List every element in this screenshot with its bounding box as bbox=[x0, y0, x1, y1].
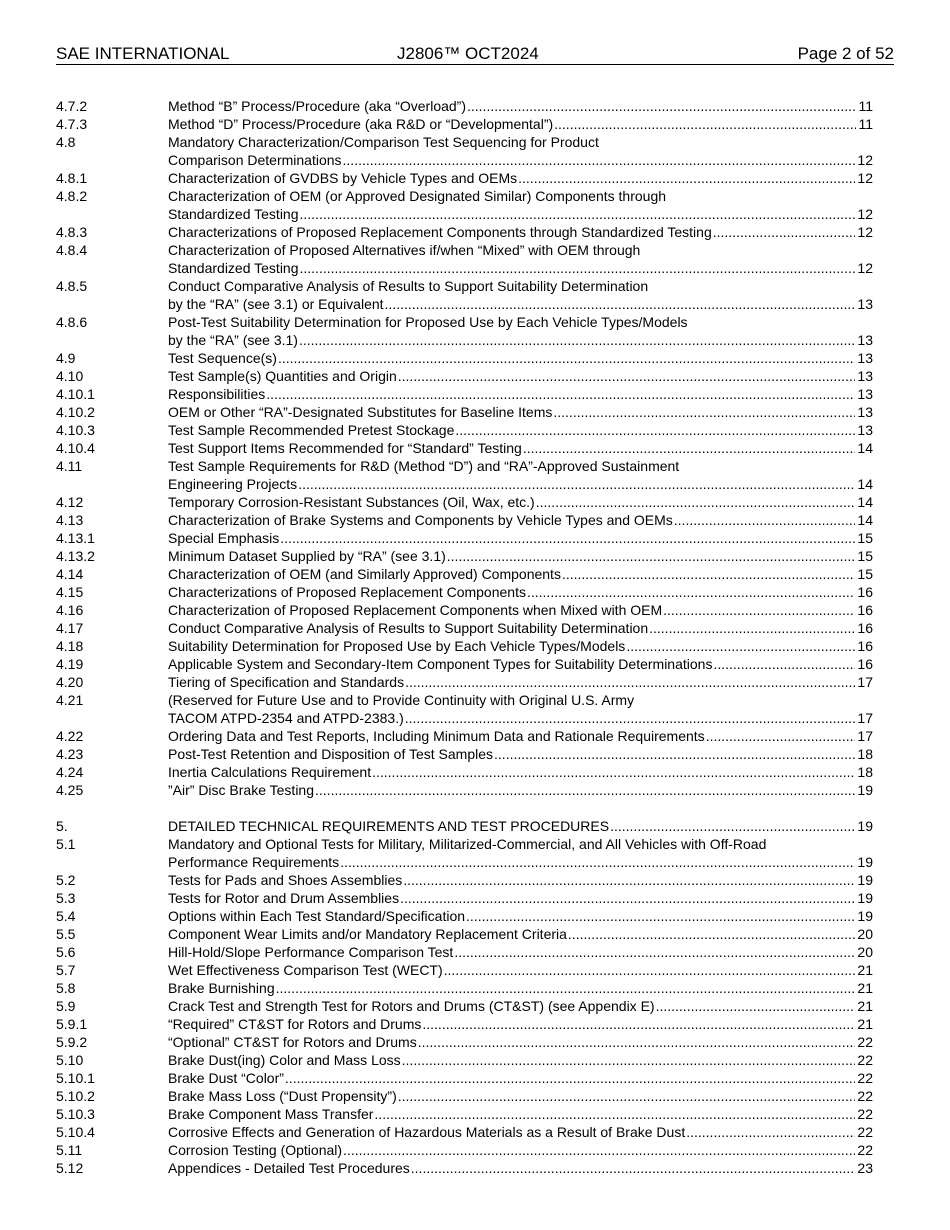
toc-page-number: 18 bbox=[857, 764, 873, 780]
toc-page-number: 13 bbox=[857, 404, 873, 420]
toc-section-title: Conduct Comparative Analysis of Results to Support Suitability Determination bbox=[168, 620, 649, 636]
toc-section-number: 4.17 bbox=[56, 620, 84, 636]
toc-section-title: Performance Requirements bbox=[168, 854, 340, 870]
toc-page-number: 16 bbox=[857, 638, 873, 654]
toc-section-number: 4.10.1 bbox=[56, 386, 95, 402]
toc-section-title: Appendices - Detailed Test Procedures bbox=[168, 1160, 410, 1176]
toc-section-number: 4.18 bbox=[56, 638, 84, 654]
toc-leader-dots bbox=[298, 475, 855, 493]
toc-section-title: Characterization of Proposed Alternatives if/when “Mixed” with OEM through bbox=[168, 242, 641, 258]
toc-section-title: Characterization of Proposed Replacement Components when Mixed with OEM bbox=[168, 602, 663, 618]
toc-section-title: Brake Dust “Color” bbox=[168, 1070, 284, 1086]
toc-section-title: Test Sample Recommended Pretest Stockage bbox=[168, 422, 455, 438]
toc-section-number: 5. bbox=[56, 818, 68, 834]
toc-leader-dots bbox=[649, 619, 855, 637]
toc-page-number: 21 bbox=[857, 1016, 873, 1032]
toc-section-number: 4.22 bbox=[56, 728, 84, 744]
toc-page-number: 11 bbox=[858, 98, 873, 114]
toc-leader-dots bbox=[713, 655, 855, 673]
toc-leader-dots bbox=[400, 889, 855, 907]
toc-section-title: Applicable System and Secondary-Item Component Types for Suitability Determinations bbox=[168, 656, 713, 672]
toc-leader-dots bbox=[686, 1123, 855, 1141]
toc-entry bbox=[56, 421, 873, 439]
toc-section-number: 4.8 bbox=[56, 134, 76, 150]
toc-section-number: 5.10.1 bbox=[56, 1070, 95, 1086]
toc-leader-dots bbox=[398, 367, 856, 385]
toc-section-number: 5.8 bbox=[56, 980, 76, 996]
toc-entry bbox=[56, 1123, 873, 1141]
toc-section-title: Temporary Corrosion-Resistant Substances (Oil, Wax, etc.) bbox=[168, 494, 535, 510]
toc-entry bbox=[56, 907, 873, 925]
toc-section-title: Standardized Testing bbox=[168, 206, 299, 222]
toc-leader-dots bbox=[467, 97, 856, 115]
toc-section-title: by the “RA” (see 3.1) or Equivalent bbox=[168, 296, 384, 312]
toc-page-number: 13 bbox=[857, 386, 873, 402]
toc-entry bbox=[56, 133, 873, 151]
toc-page-number: 14 bbox=[857, 512, 873, 528]
toc-entry bbox=[56, 835, 873, 853]
toc-section-title: ”Air” Disc Brake Testing bbox=[168, 782, 315, 798]
toc-section-number: 4.12 bbox=[56, 494, 84, 510]
toc-section-number: 4.7.3 bbox=[56, 116, 88, 132]
toc-page-number: 14 bbox=[857, 476, 873, 492]
toc-page-number: 16 bbox=[857, 584, 873, 600]
toc-page-number: 19 bbox=[857, 854, 873, 870]
toc-section-number: 4.14 bbox=[56, 566, 84, 582]
toc-entry bbox=[56, 745, 873, 763]
toc-section-title: Minimum Dataset Supplied by “RA” (see 3.1) bbox=[168, 548, 446, 564]
toc-section-number: 4.8.4 bbox=[56, 242, 88, 258]
toc-page-number: 17 bbox=[857, 674, 873, 690]
toc-entry bbox=[56, 187, 873, 205]
toc-section-title: Characterization of Brake Systems and Components by Vehicle Types and OEMs bbox=[168, 512, 673, 528]
page-header bbox=[56, 44, 894, 65]
toc-section-number: 5.9.2 bbox=[56, 1034, 88, 1050]
toc-page-number: 19 bbox=[857, 890, 873, 906]
toc-page-number: 22 bbox=[857, 1106, 873, 1122]
toc-section-title: Post-Test Suitability Determination for Proposed Use by Each Vehicle Types/Models bbox=[168, 314, 688, 330]
toc-section-title: Test Sample Requirements for R&D (Method “D”) and “RA”-Approved Sustainment bbox=[168, 458, 680, 474]
toc-page-number: 20 bbox=[857, 944, 873, 960]
toc-leader-dots bbox=[554, 115, 856, 133]
toc-entry bbox=[56, 403, 873, 421]
toc-entry bbox=[56, 1087, 873, 1105]
toc-section-title: (Reserved for Future Use and to Provide Continuity with Original U.S. Army bbox=[168, 692, 635, 708]
toc-page-number: 21 bbox=[857, 998, 873, 1014]
toc-section-number: 5.5 bbox=[56, 926, 76, 942]
toc-page-number: 17 bbox=[857, 710, 873, 726]
toc-section-number: 5.4 bbox=[56, 908, 76, 924]
toc-section-number: 4.15 bbox=[56, 584, 84, 600]
toc-entry bbox=[56, 331, 873, 349]
toc-section-title: Brake Component Mass Transfer bbox=[168, 1106, 374, 1122]
toc-section-title: Wet Effectiveness Comparison Test (WECT) bbox=[168, 962, 443, 978]
toc-entry bbox=[56, 691, 873, 709]
toc-entry bbox=[56, 889, 873, 907]
toc-entry bbox=[56, 439, 873, 457]
toc-page-number: 14 bbox=[857, 494, 873, 510]
toc-page-number: 16 bbox=[857, 620, 873, 636]
toc-leader-dots bbox=[656, 997, 856, 1015]
toc-page-number: 16 bbox=[857, 656, 873, 672]
toc-page-number: 12 bbox=[857, 152, 873, 168]
toc-section-title: by the “RA” (see 3.1) bbox=[168, 332, 298, 348]
toc-entry bbox=[56, 709, 873, 727]
toc-section-title: Method “B” Process/Procedure (aka “Overload”) bbox=[168, 98, 466, 114]
toc-section-number: 4.13.2 bbox=[56, 548, 95, 564]
toc-section-title: Suitability Determination for Proposed Use by Each Vehicle Types/Models bbox=[168, 638, 626, 654]
toc-entry bbox=[56, 313, 873, 331]
toc-section-title: Method “D” Process/Procedure (aka R&D or “Developmental”) bbox=[168, 116, 554, 132]
toc-entry bbox=[56, 781, 873, 799]
toc-entry bbox=[56, 997, 873, 1015]
toc-page-number: 12 bbox=[857, 206, 873, 222]
toc-section-number: 5.12 bbox=[56, 1160, 84, 1176]
toc-section-title: Characterization of GVDBS by Vehicle Types and OEMs bbox=[168, 170, 518, 186]
toc-section-title: Brake Dust(ing) Color and Mass Loss bbox=[168, 1052, 401, 1068]
toc-leader-dots bbox=[663, 601, 855, 619]
toc-section-number: 4.9 bbox=[56, 350, 76, 366]
toc-section-title: Corrosion Testing (Optional) bbox=[168, 1142, 343, 1158]
toc-section-number: 5.10.2 bbox=[56, 1088, 95, 1104]
toc-page-number: 19 bbox=[857, 782, 873, 798]
toc-section-title: Characterizations of Proposed Replacement Components bbox=[168, 584, 526, 600]
toc-section-number: 4.16 bbox=[56, 602, 84, 618]
toc-leader-dots bbox=[403, 871, 855, 889]
toc-section-title: Characterization of OEM (or Approved Designated Similar) Components through bbox=[168, 188, 667, 204]
toc-entry bbox=[56, 637, 873, 655]
toc-leader-dots bbox=[278, 349, 855, 367]
toc-leader-dots bbox=[315, 781, 855, 799]
toc-leader-dots bbox=[405, 709, 856, 727]
toc-section-title: Crack Test and Strength Test for Rotors and Drums (CT&ST) (see Appendix E) bbox=[168, 998, 655, 1014]
toc-leader-dots bbox=[418, 1033, 856, 1051]
toc-leader-dots bbox=[343, 1141, 855, 1159]
toc-section-title: DETAILED TECHNICAL REQUIREMENTS AND TEST PROCEDURES bbox=[168, 818, 610, 834]
toc-section-title: Test Support Items Recommended for “Standard” Testing bbox=[168, 440, 522, 456]
toc-leader-dots bbox=[285, 1069, 856, 1087]
toc-leader-dots bbox=[402, 1051, 856, 1069]
toc-section-number: 4.7.2 bbox=[56, 98, 88, 114]
toc-section-title: Test Sample(s) Quantities and Origin bbox=[168, 368, 397, 384]
toc-section-number: 4.19 bbox=[56, 656, 84, 672]
toc-entry bbox=[56, 277, 873, 295]
toc-leader-dots bbox=[527, 583, 855, 601]
toc-leader-dots bbox=[626, 637, 855, 655]
toc-section-title: Tests for Pads and Shoes Assemblies bbox=[168, 872, 403, 888]
toc-entry bbox=[56, 817, 873, 835]
toc-section-number: 5.1 bbox=[56, 836, 76, 852]
toc-section-title: Engineering Projects bbox=[168, 476, 298, 492]
toc-page-number: 22 bbox=[857, 1070, 873, 1086]
toc-section-number: 4.21 bbox=[56, 692, 84, 708]
toc-leader-dots bbox=[610, 817, 855, 835]
toc-section-number: 4.23 bbox=[56, 746, 84, 762]
toc-section-number: 5.9.1 bbox=[56, 1016, 88, 1032]
toc-page-number: 13 bbox=[857, 296, 873, 312]
toc-entry bbox=[56, 349, 873, 367]
toc-entry bbox=[56, 385, 873, 403]
toc-section-number: 4.11 bbox=[56, 458, 83, 474]
toc-entry bbox=[56, 367, 873, 385]
toc-leader-dots bbox=[398, 1087, 856, 1105]
toc-page-number: 22 bbox=[857, 1124, 873, 1140]
toc-page-number: 18 bbox=[857, 746, 873, 762]
toc-page-number: 22 bbox=[857, 1088, 873, 1104]
toc-page-number: 21 bbox=[857, 962, 873, 978]
toc-section-number: 5.3 bbox=[56, 890, 76, 906]
toc-leader-dots bbox=[455, 421, 855, 439]
toc-section-title: Mandatory Characterization/Comparison Test Sequencing for Product bbox=[168, 134, 599, 150]
toc-leader-dots bbox=[411, 1159, 856, 1177]
toc-page-number: 15 bbox=[857, 530, 873, 546]
toc-entry bbox=[56, 259, 873, 277]
toc-page-number: 21 bbox=[857, 980, 873, 996]
toc-section-number: 4.10 bbox=[56, 368, 84, 384]
toc-section-title: Ordering Data and Test Reports, Including Minimum Data and Rationale Requirements bbox=[168, 728, 705, 744]
toc-section-number: 4.8.5 bbox=[56, 278, 88, 294]
toc-leader-dots bbox=[713, 223, 856, 241]
toc-section-title: Conduct Comparative Analysis of Results to Support Suitability Determination bbox=[168, 278, 649, 294]
toc-page-number: 22 bbox=[857, 1142, 873, 1158]
toc-section-title: Corrosive Effects and Generation of Hazardous Materials as a Result of Brake Dust bbox=[168, 1124, 686, 1140]
toc-page-number: 14 bbox=[857, 440, 873, 456]
toc-section-title: Characterizations of Proposed Replacement Components through Standardized Testing bbox=[168, 224, 712, 240]
toc-leader-dots bbox=[385, 295, 856, 313]
toc-section-title: Brake Burnishing bbox=[168, 980, 275, 996]
toc-entry bbox=[56, 763, 873, 781]
toc-leader-dots bbox=[523, 439, 856, 457]
toc-page-number: 15 bbox=[857, 566, 873, 582]
toc-page-number: 12 bbox=[857, 170, 873, 186]
toc-section-title: Component Wear Limits and/or Mandatory Replacement Criteria bbox=[168, 926, 567, 942]
toc-page-number: 15 bbox=[857, 548, 873, 564]
toc-page-number: 13 bbox=[857, 350, 873, 366]
toc-entry bbox=[56, 853, 873, 871]
toc-entry bbox=[56, 727, 873, 745]
toc-leader-dots bbox=[454, 943, 855, 961]
toc-section-title: Brake Mass Loss (“Dust Propensity”) bbox=[168, 1088, 397, 1104]
toc-leader-dots bbox=[300, 259, 856, 277]
toc-entry bbox=[56, 655, 873, 673]
toc-leader-dots bbox=[553, 403, 855, 421]
toc-entry bbox=[56, 205, 873, 223]
toc-entry bbox=[56, 223, 873, 241]
toc-section-number: 5.10.4 bbox=[56, 1124, 95, 1140]
toc-page-number: 19 bbox=[857, 908, 873, 924]
toc-page-number: 23 bbox=[857, 1160, 873, 1176]
toc-leader-dots bbox=[568, 925, 856, 943]
toc-section-number: 4.8.2 bbox=[56, 188, 88, 204]
toc-leader-dots bbox=[536, 493, 856, 511]
toc-entry bbox=[56, 925, 873, 943]
header-document-id: J2806™ OCT2024 bbox=[397, 44, 539, 63]
toc-entry bbox=[56, 511, 873, 529]
toc-section-number: 4.24 bbox=[56, 764, 84, 780]
toc-entry bbox=[56, 673, 873, 691]
toc-leader-dots bbox=[494, 745, 855, 763]
toc-section-number: 4.25 bbox=[56, 782, 84, 798]
toc-leader-dots bbox=[343, 151, 856, 169]
toc-section-number: 5.9 bbox=[56, 998, 76, 1014]
toc-leader-dots bbox=[466, 907, 855, 925]
toc-section-number: 5.11 bbox=[56, 1142, 83, 1158]
toc-entry bbox=[56, 961, 873, 979]
toc-page-number: 22 bbox=[857, 1034, 873, 1050]
toc-entry bbox=[56, 943, 873, 961]
toc-leader-dots bbox=[300, 205, 856, 223]
toc-section-title: Standardized Testing bbox=[168, 260, 299, 276]
toc-section-title: Comparison Determinations bbox=[168, 152, 342, 168]
toc-section-title: Characterization of OEM (and Similarly Approved) Components bbox=[168, 566, 561, 582]
toc-entry bbox=[56, 1159, 873, 1177]
toc-entry bbox=[56, 1105, 873, 1123]
toc-leader-dots bbox=[276, 979, 856, 997]
toc-leader-dots bbox=[372, 763, 855, 781]
toc-leader-dots bbox=[266, 385, 855, 403]
toc-page-number: 11 bbox=[858, 116, 873, 132]
toc-leader-dots bbox=[706, 727, 856, 745]
toc-section-title: Hill-Hold/Slope Performance Comparison Test bbox=[168, 944, 454, 960]
toc-section-title: Post-Test Retention and Disposition of Test Samples bbox=[168, 746, 494, 762]
header-page-number: Page 2 of 52 bbox=[797, 44, 894, 63]
toc-entry bbox=[56, 241, 873, 259]
toc-leader-dots bbox=[447, 547, 856, 565]
toc-page-number: 13 bbox=[857, 368, 873, 384]
toc-leader-dots bbox=[405, 673, 855, 691]
toc-page-number: 22 bbox=[857, 1052, 873, 1068]
toc-entry bbox=[56, 295, 873, 313]
toc-entry bbox=[56, 871, 873, 889]
toc-page-number: 12 bbox=[857, 224, 873, 240]
toc-leader-dots bbox=[340, 853, 855, 871]
toc-section-title: Test Sequence(s) bbox=[168, 350, 277, 366]
toc-entry bbox=[56, 457, 873, 475]
toc-page-number: 12 bbox=[857, 260, 873, 276]
toc-entry bbox=[56, 619, 873, 637]
toc-section-number: 4.20 bbox=[56, 674, 84, 690]
toc-entry bbox=[56, 1033, 873, 1051]
toc-page-number: 13 bbox=[857, 422, 873, 438]
toc-section-title: Tiering of Specification and Standards bbox=[168, 674, 405, 690]
toc-entry bbox=[56, 1051, 873, 1069]
toc-section-title: Tests for Rotor and Drum Assemblies bbox=[168, 890, 400, 906]
toc-page-number: 13 bbox=[857, 332, 873, 348]
toc-leader-dots bbox=[299, 331, 855, 349]
toc-section-number: 4.13.1 bbox=[56, 530, 95, 546]
toc-entry bbox=[56, 493, 873, 511]
toc-leader-dots bbox=[674, 511, 856, 529]
toc-section-number: 4.10.2 bbox=[56, 404, 95, 420]
toc-section-title: Responsibilities bbox=[168, 386, 266, 402]
toc-section-number: 5.7 bbox=[56, 962, 76, 978]
toc-section-title: Mandatory and Optional Tests for Military, Militarized-Commercial, and All Vehicles with Off-Road bbox=[168, 836, 767, 852]
toc-entry bbox=[56, 115, 873, 133]
toc-entry bbox=[56, 583, 873, 601]
toc-page-number: 20 bbox=[857, 926, 873, 942]
toc-leader-dots bbox=[444, 961, 856, 979]
toc-entry bbox=[56, 169, 873, 187]
toc-leader-dots bbox=[422, 1015, 855, 1033]
toc-section-number: 5.6 bbox=[56, 944, 76, 960]
toc-page-number: 19 bbox=[857, 818, 873, 834]
toc-entry bbox=[56, 529, 873, 547]
toc-entry bbox=[56, 1141, 873, 1159]
toc-section-title: “Optional” CT&ST for Rotors and Drums bbox=[168, 1034, 417, 1050]
toc-entry bbox=[56, 151, 873, 169]
toc-section-number: 4.10.3 bbox=[56, 422, 95, 438]
toc-section-number: 5.10.3 bbox=[56, 1106, 95, 1122]
toc-leader-dots bbox=[562, 565, 855, 583]
toc-entry bbox=[56, 1015, 873, 1033]
toc-page-number: 19 bbox=[857, 872, 873, 888]
toc-section-title: Special Emphasis bbox=[168, 530, 280, 546]
header-organization: SAE INTERNATIONAL bbox=[56, 44, 230, 63]
toc-entry bbox=[56, 565, 873, 583]
toc-section-title: Inertia Calculations Requirement bbox=[168, 764, 372, 780]
toc-section-number: 4.8.6 bbox=[56, 314, 88, 330]
toc-section-number: 4.13 bbox=[56, 512, 84, 528]
toc-section-number: 4.8.1 bbox=[56, 170, 88, 186]
toc-leader-dots bbox=[518, 169, 855, 187]
toc-page-number: 17 bbox=[857, 728, 873, 744]
toc-section-number: 4.8.3 bbox=[56, 224, 88, 240]
toc-section-title: “Required” CT&ST for Rotors and Drums bbox=[168, 1016, 422, 1032]
toc-entry bbox=[56, 601, 873, 619]
toc-leader-dots bbox=[280, 529, 855, 547]
toc-section-number: 5.10 bbox=[56, 1052, 84, 1068]
toc-entry bbox=[56, 475, 873, 493]
toc-entry bbox=[56, 1069, 873, 1087]
toc-page-number: 16 bbox=[857, 602, 873, 618]
toc-section-title: OEM or Other “RA”-Designated Substitutes for Baseline Items bbox=[168, 404, 553, 420]
toc-entry bbox=[56, 979, 873, 997]
toc-leader-dots bbox=[374, 1105, 855, 1123]
toc-entry bbox=[56, 547, 873, 565]
toc-section-title: Options within Each Test Standard/Specification bbox=[168, 908, 466, 924]
toc-section-number: 4.10.4 bbox=[56, 440, 95, 456]
table-of-contents bbox=[56, 97, 873, 1177]
toc-section-title: TACOM ATPD-2354 and ATPD-2383.) bbox=[168, 710, 404, 726]
toc-section-number: 5.2 bbox=[56, 872, 76, 888]
toc-entry bbox=[56, 97, 873, 115]
